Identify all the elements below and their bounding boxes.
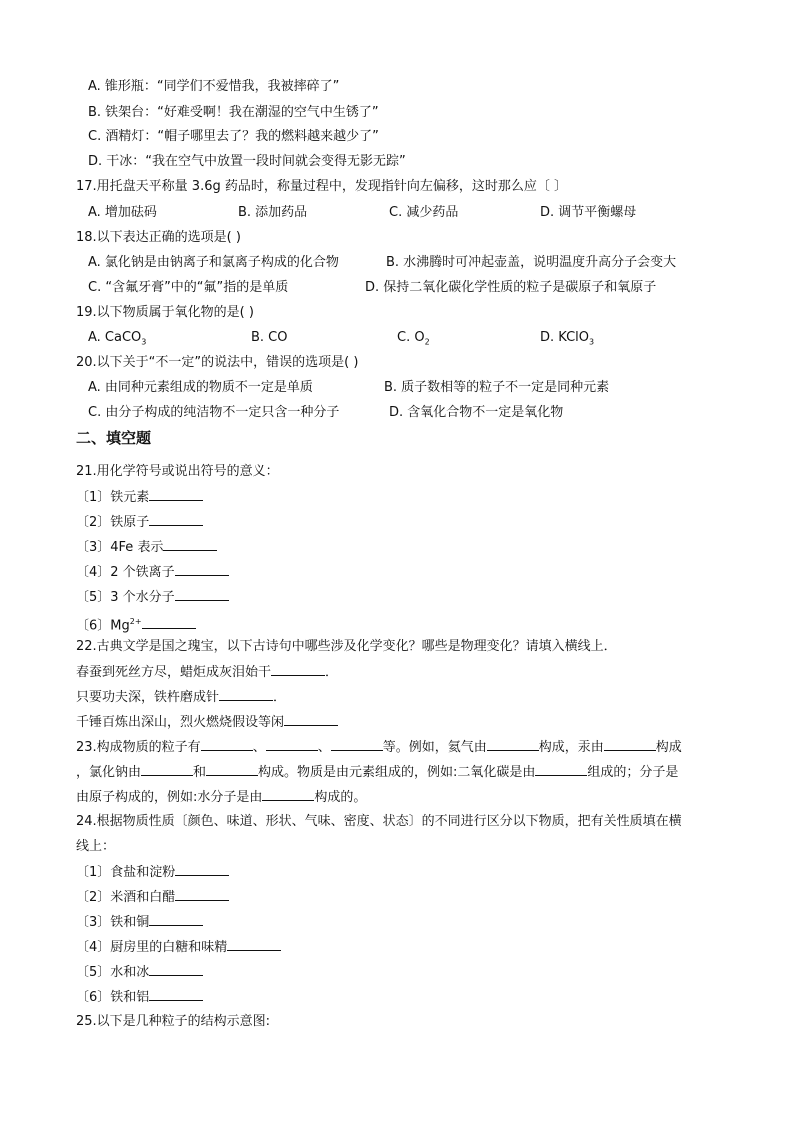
- q18-stem: 18.以下表达正确的选项是( ): [76, 230, 241, 245]
- answer-blank[interactable]: [219, 688, 273, 701]
- answer-blank[interactable]: [149, 488, 203, 501]
- q19-option-c: C. $O_2$: [397, 330, 430, 347]
- q22-line-2: 只要功夫深，铁杵磨成针 ．: [76, 690, 287, 705]
- q20-option-c: C. 由分子构成的纯洁物不一定只含一种分子: [88, 405, 340, 420]
- answer-blank[interactable]: [266, 738, 318, 751]
- q20-option-b: B. 质子数相等的粒子不一定是同种元素: [384, 380, 610, 395]
- answer-blank[interactable]: [535, 763, 587, 776]
- q24-item-4: 〔4〕厨房里的白糖和味精: [76, 938, 281, 957]
- q23-line-2: ，氯化钠由 和 构成。物质是由元素组成的，例如:二氧化碳是由 组成的；分子是: [76, 765, 679, 780]
- answer-blank[interactable]: [206, 763, 258, 776]
- answer-blank[interactable]: [487, 738, 539, 751]
- answer-blank[interactable]: [175, 588, 229, 601]
- answer-blank[interactable]: [149, 513, 203, 526]
- q20-option-a: A. 由同种元素组成的物质不一定是单质: [88, 380, 313, 395]
- answer-blank[interactable]: [175, 863, 229, 876]
- answer-blank[interactable]: [149, 988, 203, 1001]
- q19-option-d: D. KClO$_3$: [540, 330, 595, 347]
- q17-option-a: A. 增加砝码: [88, 205, 157, 220]
- q24-stem-line-2: 线上：: [76, 839, 116, 854]
- q22-line-1: 春蚕到死丝方尽，蜡炬成灰泪始干 ．: [76, 665, 339, 680]
- q24-item-5: 〔5〕水和冰: [76, 963, 203, 982]
- q16-option-b: B. 铁架台：“好难受啊！我在潮湿的空气中生锈了”: [88, 105, 379, 120]
- q21-item-1: 〔1〕铁元素: [76, 488, 203, 507]
- q24-item-6: 〔6〕铁和铝: [76, 988, 203, 1007]
- answer-blank[interactable]: [163, 538, 217, 551]
- q23-line-1: 23.构成物质的粒子有 、 、 等。例如，氦气由 构成，汞由 构成: [76, 740, 682, 755]
- q18-option-d: D. 保持二氧化碳化学性质的粒子是碳原子和氧原子: [365, 280, 657, 295]
- q24-item-2: 〔2〕米酒和白醋: [76, 888, 229, 907]
- q20-stem: 20.以下关于“不一定”的说法中，错误的选项是( ): [76, 355, 359, 370]
- answer-blank[interactable]: [142, 616, 196, 629]
- q22-stem: 22.古典文学是国之瑰宝，以下古诗句中哪些涉及化学变化？哪些是物理变化？请填入横线上．: [76, 639, 617, 654]
- answer-blank[interactable]: [284, 713, 338, 726]
- q16-option-c: C. 酒精灯：“帽子哪里去了？我的燃料越来越少了”: [88, 129, 379, 144]
- answer-blank[interactable]: [331, 738, 383, 751]
- answer-blank[interactable]: [262, 788, 314, 801]
- answer-blank[interactable]: [604, 738, 656, 751]
- q18-option-a: A. 氯化钠是由钠离子和氯离子构成的化合物: [88, 255, 339, 270]
- q21-item-4: 〔4〕2 个铁离子: [76, 563, 229, 582]
- section-title: 二、填空题: [76, 429, 152, 447]
- q19-option-a: A. CaCO$_3$: [88, 330, 147, 347]
- q25-stem: 25.以下是几种粒子的结构示意图:: [76, 1014, 271, 1029]
- q17-stem: 17.用托盘天平称量 3.6g 药品时，称量过程中，发现指针向左偏移，这时那么应〔 〕: [76, 179, 567, 194]
- answer-blank[interactable]: [271, 663, 325, 676]
- q18-option-b: B. 水沸腾时可冲起壶盖，说明温度升高分子会变大: [386, 255, 677, 270]
- q24-item-3: 〔3〕铁和铜: [76, 913, 203, 932]
- q24-item-1: 〔1〕食盐和淀粉: [76, 863, 229, 882]
- answer-blank[interactable]: [227, 938, 281, 951]
- q17-option-c: C. 减少药品: [389, 205, 459, 220]
- q20-option-d: D. 含氧化合物不一定是氧化物: [389, 405, 564, 420]
- answer-blank[interactable]: [149, 963, 203, 976]
- q17-option-d: D. 调节平衡螺母: [540, 205, 637, 220]
- answer-blank[interactable]: [141, 763, 193, 776]
- q22-line-3: 千锤百炼出深山，烈火燃烧假设等闲: [76, 713, 338, 732]
- q21-item-3: 〔3〕4Fe 表示: [76, 538, 217, 557]
- q24-stem-line-1: 24.根据物质性质〔颜色、味道、形状、气味、密度、状态〕的不同进行区分以下物质，把有关性质填在横: [76, 814, 682, 829]
- q16-option-d: D. 干冰：“我在空气中放置一段时间就会变得无影无踪”: [88, 154, 406, 169]
- q21-item-6: 〔6〕$Mg^{2+}$: [76, 613, 196, 635]
- q21-item-5: 〔5〕3 个水分子: [76, 588, 229, 607]
- q18-option-c: C. “含氟牙膏”中的“氟”指的是单质: [88, 280, 289, 295]
- q19-option-b: B. CO: [251, 330, 288, 345]
- q21-item-2: 〔2〕铁原子: [76, 513, 203, 532]
- q21-stem: 21.用化学符号或说出符号的意义：: [76, 464, 279, 479]
- answer-blank[interactable]: [175, 563, 229, 576]
- q23-line-3: 由原子构成的，例如:水分子是由 构成的。: [76, 790, 367, 805]
- q17-option-b: B. 添加药品: [238, 205, 308, 220]
- answer-blank[interactable]: [149, 913, 203, 926]
- answer-blank[interactable]: [201, 738, 253, 751]
- answer-blank[interactable]: [175, 888, 229, 901]
- q16-option-a: A. 锥形瓶：“同学们不爱惜我，我被摔碎了”: [88, 79, 340, 94]
- q19-stem: 19.以下物质属于氧化物的是( ): [76, 305, 254, 320]
